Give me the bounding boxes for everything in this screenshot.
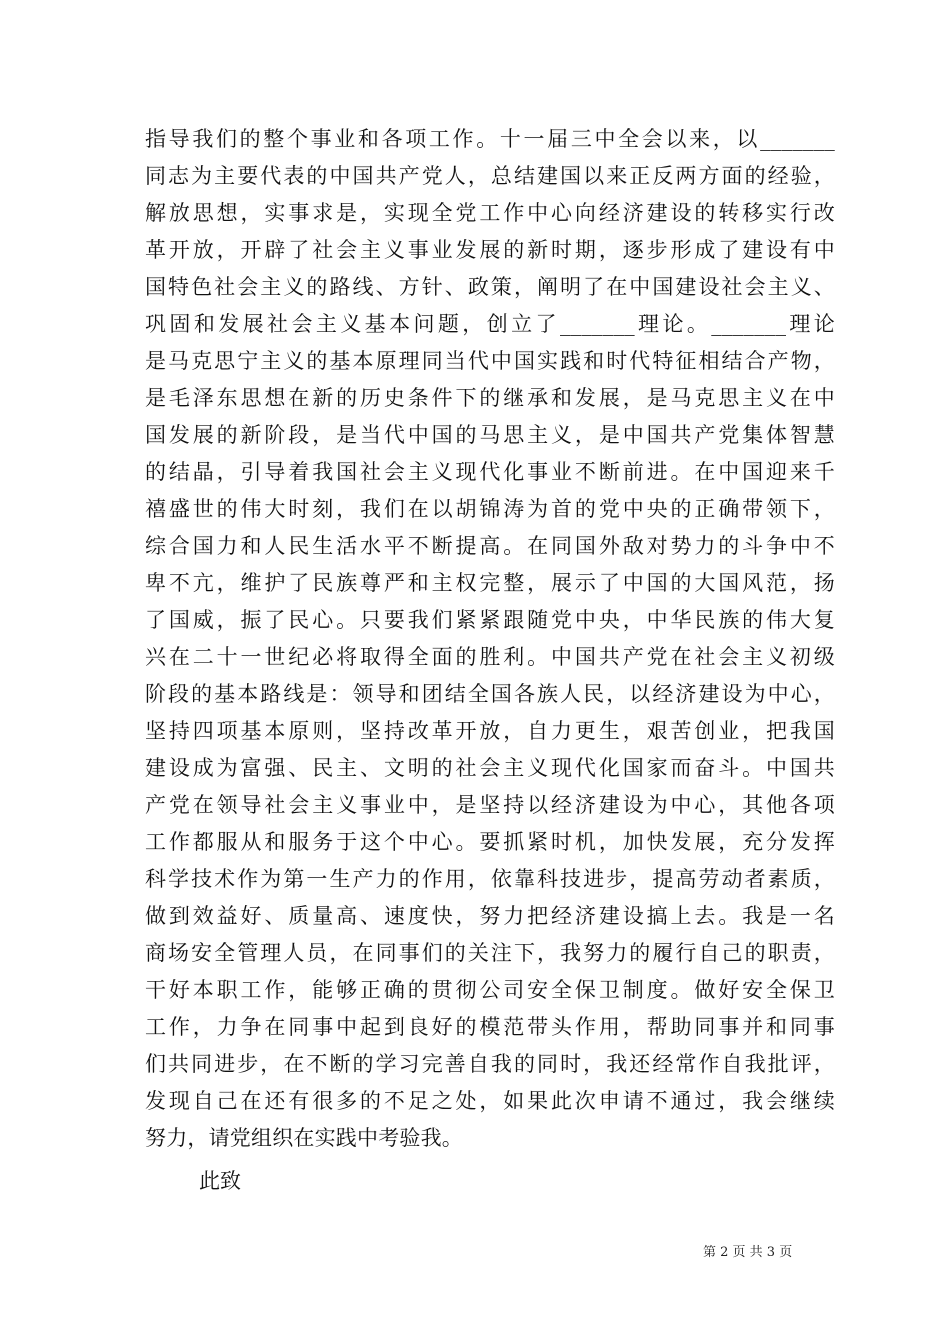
- text-line: 国特色社会主义的路线、方针、政策，阐明了在中国建设社会主义、: [145, 275, 835, 299]
- text-line: 是毛泽东思想在新的历史条件下的继承和发展，是马克思主义在中: [145, 386, 835, 410]
- text-line: 们共同进步，在不断的学习完善自我的同时，我还经常作自我批评，: [145, 1052, 835, 1076]
- text-line: 兴在二十一世纪必将取得全面的胜利。中国共产党在社会主义初级: [145, 645, 835, 669]
- text-line: 工作，力争在同事中起到良好的模范带头作用，帮助同事并和同事: [145, 1015, 835, 1039]
- text-line: 了国威，振了民心。只要我们紧紧跟随党中央，中华民族的伟大复: [145, 608, 835, 632]
- text-line: 巩固和发展社会主义基本问题，创立了_______理论。_______理论: [145, 312, 835, 336]
- text-line: 禧盛世的伟大时刻，我们在以胡锦涛为首的党中央的正确带领下，: [145, 497, 835, 521]
- text-line: 努力，请党组织在实践中考验我。: [145, 1126, 463, 1150]
- text-line: 产党在领导社会主义事业中，是坚持以经济建设为中心，其他各项: [145, 793, 835, 817]
- body-paragraph: [145, 121, 835, 1157]
- text-line: 是马克思宁主义的基本原理同当代中国实践和时代特征相结合产物，: [145, 349, 835, 373]
- text-line: 卑不亢，维护了民族尊严和主权完整，展示了中国的大国风范，扬: [145, 571, 835, 595]
- text-line: 革开放，开辟了社会主义事业发展的新时期，逐步形成了建设有中: [145, 238, 835, 262]
- text-line: 商场安全管理人员，在同事们的关注下，我努力的履行自己的职责，: [145, 941, 835, 965]
- text-line: 国发展的新阶段，是当代中国的马思主义，是中国共产党集体智慧: [145, 423, 835, 447]
- closing-salutation: 此致: [199, 1169, 241, 1193]
- text-line: 坚持四项基本原则，坚持改革开放，自力更生，艰苦创业，把我国: [145, 719, 835, 743]
- text-line: 建设成为富强、民主、文明的社会主义现代化国家而奋斗。中国共: [145, 756, 835, 780]
- text-line: 指导我们的整个事业和各项工作。十一届三中全会以来，以_______: [145, 127, 835, 151]
- page-number-footer: 第 2 页 共 3 页: [703, 1245, 793, 1260]
- text-line: 解放思想，实事求是，实现全党工作中心向经济建设的转移实行改: [145, 201, 835, 225]
- text-line: 同志为主要代表的中国共产党人，总结建国以来正反两方面的经验，: [145, 164, 835, 188]
- text-line: 干好本职工作，能够正确的贯彻公司安全保卫制度。做好安全保卫: [145, 978, 835, 1002]
- text-line: 的结晶，引导着我国社会主义现代化事业不断前进。在中国迎来千: [145, 460, 835, 484]
- text-line: 做到效益好、质量高、速度快，努力把经济建设搞上去。我是一名: [145, 904, 835, 928]
- text-line: 阶段的基本路线是：领导和团结全国各族人民，以经济建设为中心，: [145, 682, 835, 706]
- text-line: 综合国力和人民生活水平不断提高。在同国外敌对势力的斗争中不: [145, 534, 835, 558]
- text-line: 工作都服从和服务于这个中心。要抓紧时机，加快发展，充分发挥: [145, 830, 835, 854]
- text-line: 科学技术作为第一生产力的作用，依靠科技进步，提高劳动者素质，: [145, 867, 835, 891]
- text-line: 发现自己在还有很多的不足之处，如果此次申请不通过，我会继续: [145, 1089, 835, 1113]
